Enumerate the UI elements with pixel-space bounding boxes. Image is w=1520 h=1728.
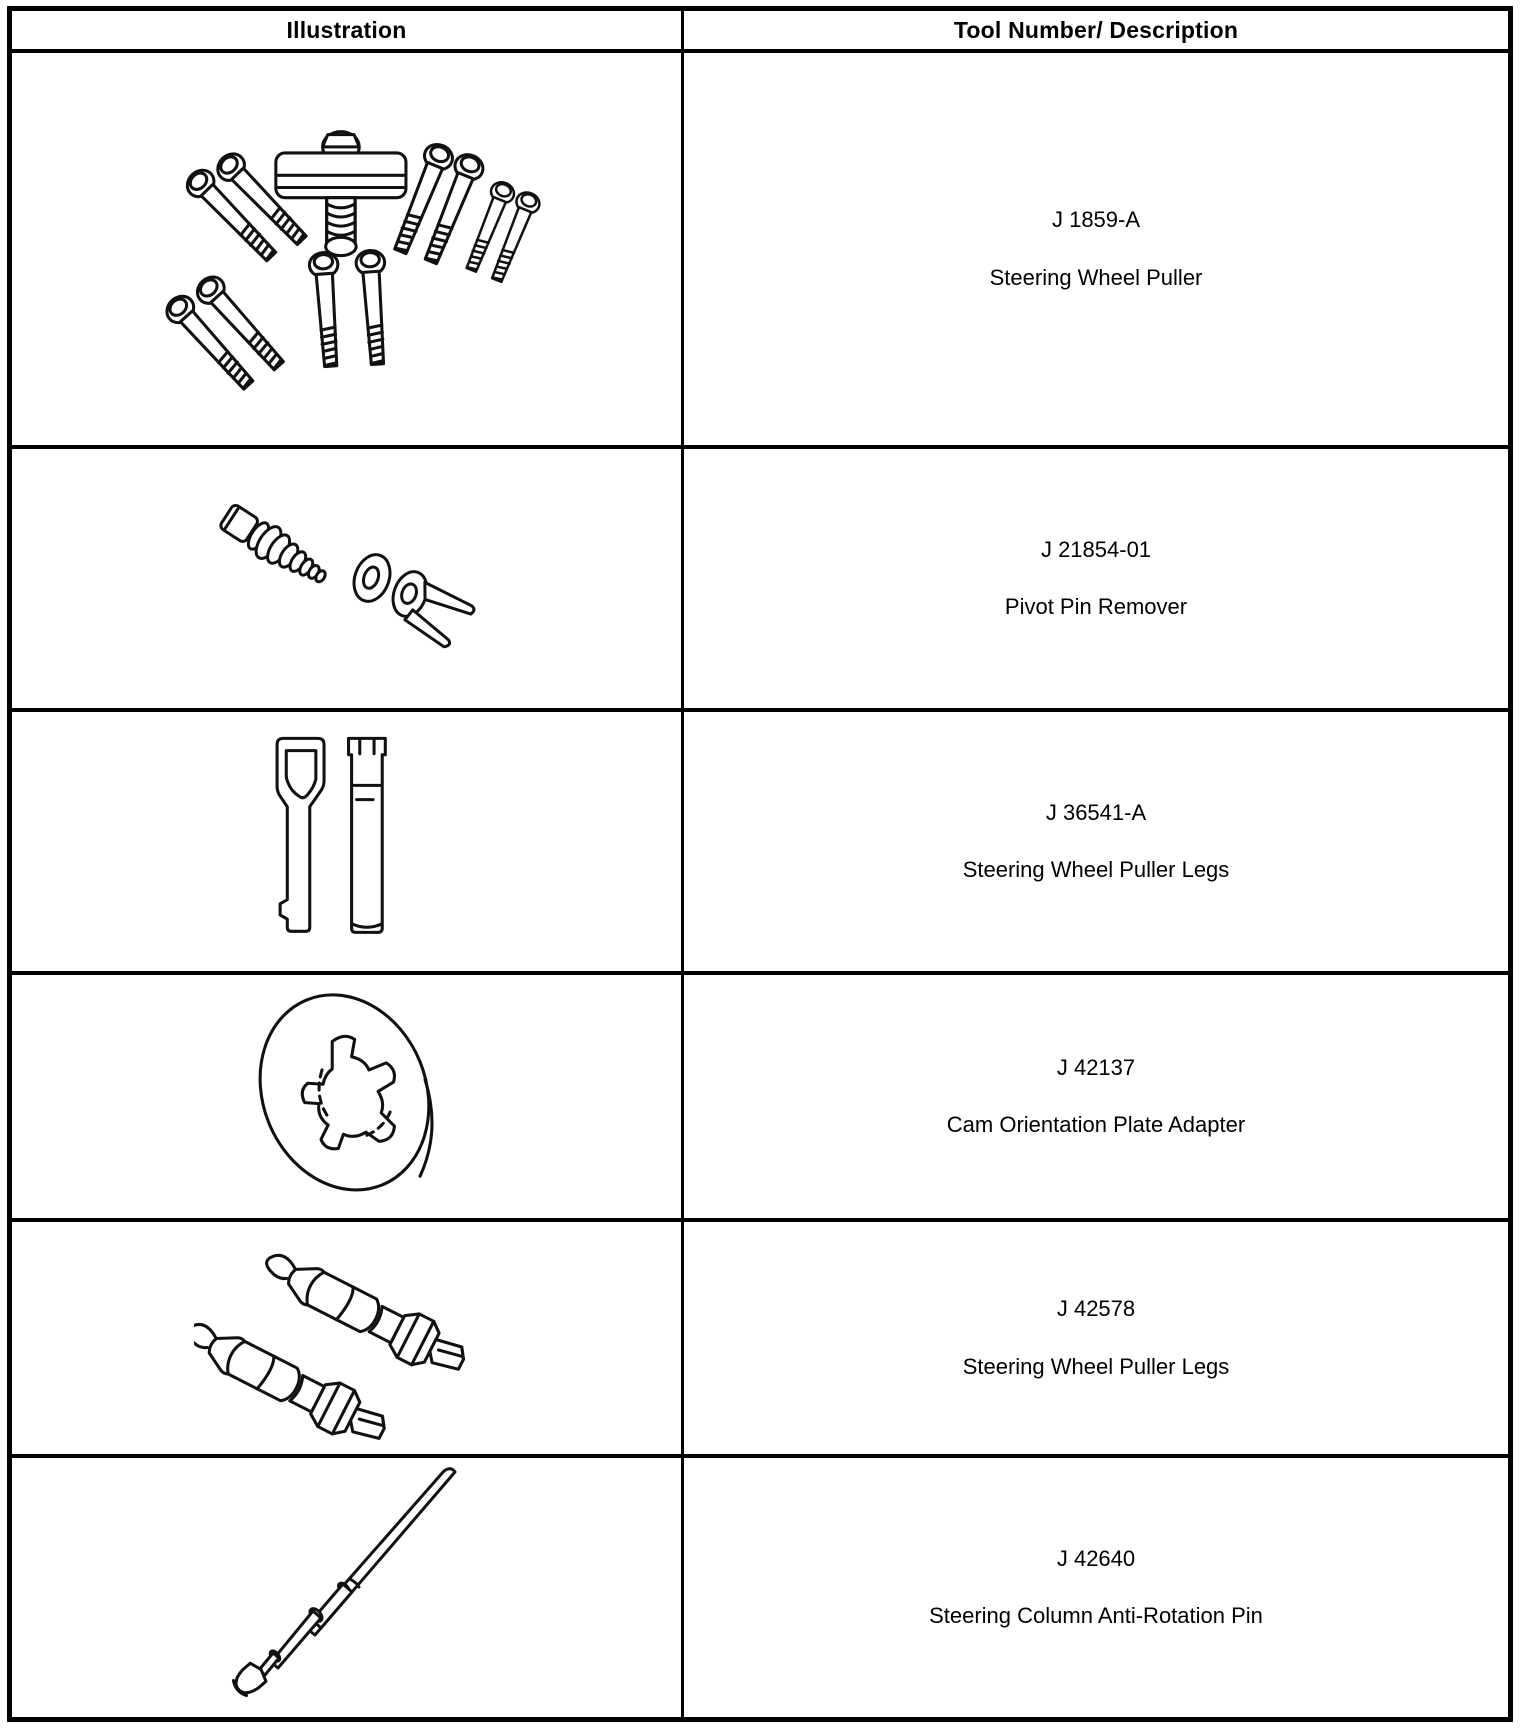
tool-cell — [681, 1458, 1508, 1717]
illustration-cell — [12, 53, 681, 449]
pivot-pin-remover-illustration — [182, 476, 512, 681]
special-tools-table — [7, 6, 1513, 1722]
tool-number: J 1859-A — [1051, 207, 1141, 233]
tool-cell — [681, 975, 1508, 1222]
tool-number: J 42640 — [1056, 1545, 1136, 1571]
cam-orientation-plate-adapter-illustration — [214, 975, 479, 1219]
steering-column-anti-rotation-pin-illustration — [182, 1463, 512, 1713]
steering-wheel-puller-legs-flat-illustration — [224, 724, 469, 959]
illustration-cell — [12, 712, 681, 975]
tool-cell — [681, 1222, 1508, 1458]
tool-number: J 42578 — [1056, 1296, 1136, 1322]
tool-description: Steering Column Anti-Rotation Pin — [929, 1603, 1263, 1628]
tool-number: J 36541-A — [1045, 799, 1147, 825]
tool-description: Steering Wheel Puller — [989, 264, 1203, 290]
illustration-cell — [12, 1222, 681, 1458]
tool-cell — [681, 712, 1508, 975]
tool-cell — [681, 449, 1508, 712]
tool-number: J 21854-01 — [1040, 536, 1152, 562]
tool-number: J 42137 — [1056, 1054, 1136, 1080]
tool-description: Cam Orientation Plate Adapter — [946, 1112, 1246, 1137]
tool-description: Steering Wheel Puller Legs — [962, 857, 1230, 882]
steering-wheel-puller-legs-round-illustration — [194, 1226, 499, 1451]
header-illustration: Illustration — [12, 11, 681, 53]
tool-description: Steering Wheel Puller Legs — [962, 1353, 1230, 1379]
steering-wheel-puller-kit-illustration — [112, 94, 582, 404]
header-tool-number-description: Tool Number/ Description — [681, 11, 1508, 53]
tool-cell — [681, 53, 1508, 449]
tool-description: Pivot Pin Remover — [1004, 594, 1188, 619]
illustration-cell — [12, 449, 681, 712]
illustration-cell — [12, 975, 681, 1222]
illustration-cell — [12, 1458, 681, 1717]
